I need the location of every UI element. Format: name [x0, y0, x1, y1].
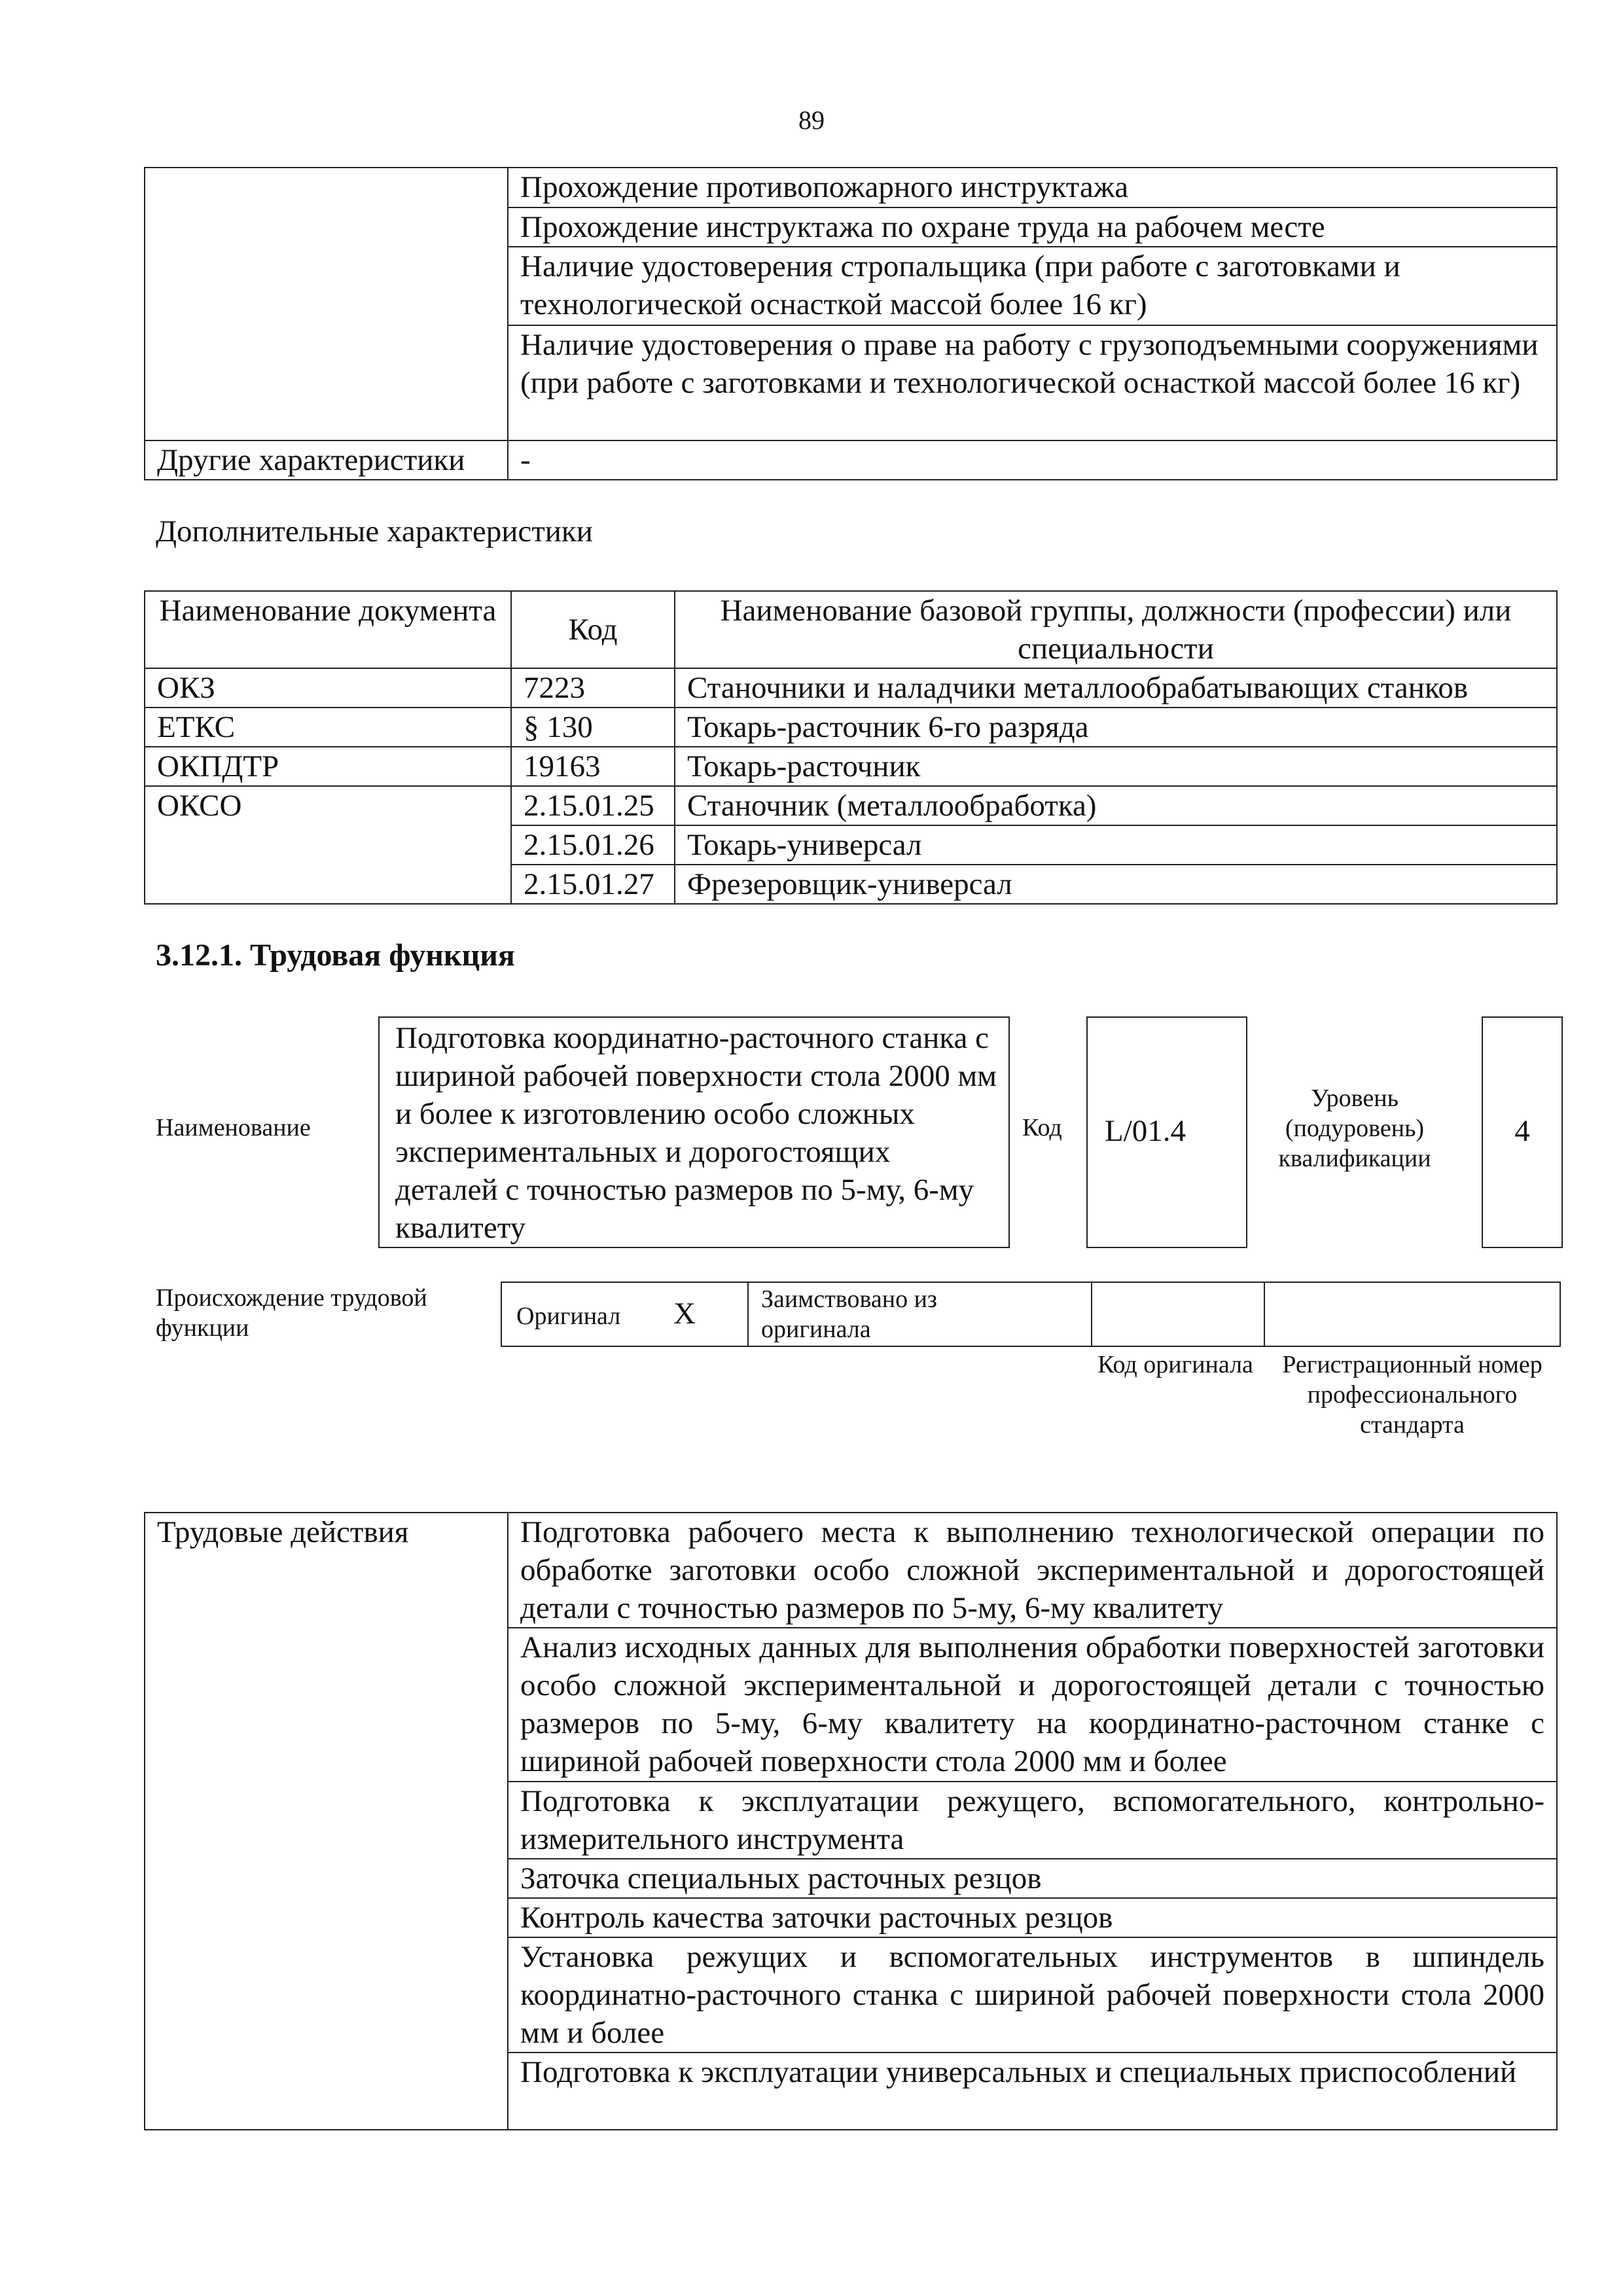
borrowed-label: Заимствовано из оригинала [761, 1285, 937, 1343]
table-row [145, 708, 1557, 747]
code-cell: 19163 [511, 747, 675, 786]
code-label: Код [1022, 1114, 1062, 1141]
origin-box [501, 1282, 1561, 1347]
actions-label: Трудовые действия [145, 1513, 508, 2130]
action-item: Подготовка к эксплуатации универсальных и специальных приспособлений [508, 2053, 1557, 2130]
code-cell: 2.15.01.25 [511, 786, 675, 825]
code-cell: 2.15.01.26 [511, 825, 675, 865]
table-row [145, 668, 1557, 708]
other-value: - [508, 440, 1557, 480]
action-item: Установка режущих и вспомогательных инструментов в шпиндель координатно-расточного станка с шириной рабочей поверхности стола 2000 мм и более [508, 1937, 1557, 2053]
level-label: Уровень (подуровень) квалификации [1278, 1085, 1431, 1172]
table-row [145, 1513, 1557, 1628]
name-cell: Станочник (металлообработка) [675, 786, 1557, 825]
additional-title: Дополнительные характеристики [156, 514, 593, 548]
action-item: Подготовка к эксплуатации режущего, вспомогательного, контрольно-измерительного инструмента [508, 1782, 1557, 1859]
actions-table [144, 1512, 1558, 2130]
page-number: 89 [798, 105, 825, 135]
origin-label: Происхождение трудовой функции [156, 1284, 427, 1342]
reg-caption: Регистрационный номер профессионального стандарта [1282, 1351, 1543, 1439]
original-mark: X [673, 1297, 696, 1331]
level-box [1482, 1016, 1563, 1248]
doc-cell: ОКЗ [145, 668, 511, 708]
action-item: Заточка специальных расточных резцов [508, 1859, 1557, 1898]
requirement-item: Наличие удостоверения о праве на работу с грузоподъемными сооружениями (при работе с заготовками и технологической оснасткой массой более 16 кг) [508, 325, 1557, 440]
table-row [145, 168, 1557, 207]
divider [747, 1283, 749, 1346]
code-box [1086, 1016, 1247, 1248]
function-name-box [378, 1016, 1010, 1248]
table-row [145, 747, 1557, 786]
name-label: Наименование [156, 1114, 311, 1141]
level-value: 4 [1514, 1114, 1530, 1148]
action-item: Контроль качества заточки расточных резцов [508, 1898, 1557, 1937]
original-label: Оригинал [516, 1302, 621, 1330]
header-doc: Наименование документа [145, 591, 511, 668]
header-code: Код [511, 591, 675, 668]
code-value: L/01.4 [1105, 1114, 1186, 1148]
name-cell: Токарь-расточник [675, 747, 1557, 786]
name-cell: Токарь-универсал [675, 825, 1557, 865]
section-title: 3.12.1. Трудовая функция [156, 938, 515, 973]
action-item: Подготовка рабочего места к выполнению технологической операции по обработке заготовки особо сложной экспериментальной и дорогостоящей детали с точностью размеров по 5-му, 6-му квалитету [508, 1513, 1557, 1628]
name-cell: Станочники и наладчики металлообрабатывающих станков [675, 668, 1557, 708]
table-row [145, 440, 1557, 480]
function-name: Подготовка координатно-расточного станка с шириной рабочей поверхности стола 2000 мм и более к изготовлению особо сложных экспериментальных и дорогостоящих деталей с точностью размеров по 5-му, 6-му квалитету [395, 1021, 997, 1245]
name-cell: Токарь-расточник 6-го разряда [675, 708, 1557, 747]
table-header-row [145, 591, 1557, 668]
requirement-item: Наличие удостоверения стропальщика (при работе с заготовками и технологической оснасткой массой более 16 кг) [508, 247, 1557, 325]
additional-table [144, 590, 1558, 905]
other-label: Другие характеристики [145, 440, 508, 480]
code-caption: Код оригинала [1097, 1351, 1253, 1378]
original-code-cell [1092, 1283, 1264, 1346]
doc-cell: ОКСО [145, 786, 511, 904]
code-cell: 7223 [511, 668, 675, 708]
reg-number-cell [1265, 1283, 1560, 1346]
code-cell: 2.15.01.27 [511, 865, 675, 904]
doc-cell: ЕТКС [145, 708, 511, 747]
doc-cell: ОКПДТР [145, 747, 511, 786]
header-name: Наименование базовой группы, должности (профессии) или специальности [675, 591, 1557, 668]
requirement-item: Прохождение противопожарного инструктажа [508, 168, 1557, 207]
requirement-item: Прохождение инструктажа по охране труда на рабочем месте [508, 207, 1557, 247]
table-row [145, 786, 1557, 825]
requirements-table [144, 167, 1558, 480]
action-item: Анализ исходных данных для выполнения обработки поверхностей заготовки особо сложной экспериментальной и дорогостоящей детали с точностью размеров по 5-му, 6-му квалитету на координатно-расточном станке с шириной рабочей поверхности стола 2000 мм и более [508, 1628, 1557, 1782]
code-cell: § 130 [511, 708, 675, 747]
blank-cell [145, 168, 508, 440]
name-cell: Фрезеровщик-универсал [675, 865, 1557, 904]
